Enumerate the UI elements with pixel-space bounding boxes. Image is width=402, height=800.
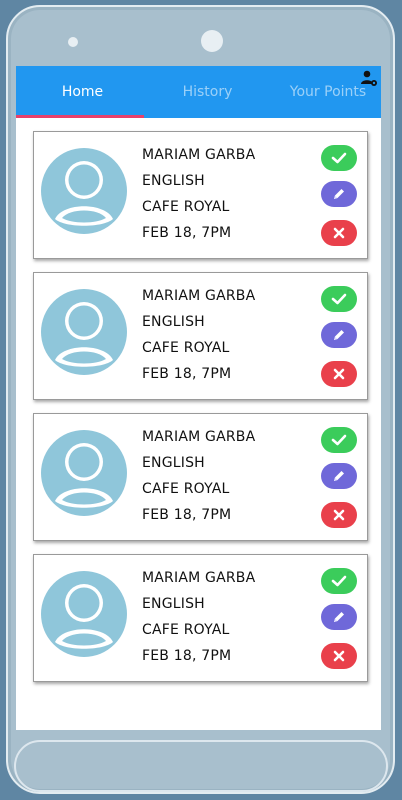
edit-button[interactable] [321, 181, 357, 207]
reject-button[interactable] [321, 502, 357, 528]
user-avatar-icon [41, 430, 127, 516]
subject: ENGLISH [142, 173, 205, 189]
accept-button[interactable] [321, 427, 357, 453]
close-icon [332, 649, 346, 663]
edit-button[interactable] [321, 463, 357, 489]
student-name: MARIAM GARBA [142, 570, 256, 586]
subject: ENGLISH [142, 455, 205, 471]
close-icon [332, 508, 346, 522]
close-icon [332, 226, 346, 240]
booking-card [33, 131, 368, 259]
booking-info [142, 570, 255, 674]
check-icon [331, 151, 347, 165]
user-avatar-icon [41, 148, 127, 234]
booking-card [33, 413, 368, 541]
date-time: FEB 18, 7PM [142, 507, 232, 523]
pencil-icon [332, 187, 346, 201]
student-name: MARIAM GARBA [142, 147, 256, 163]
date-time: FEB 18, 7PM [142, 366, 232, 382]
speaker-dot [201, 30, 223, 52]
booking-info [142, 429, 255, 533]
tab-bar [16, 66, 381, 118]
edit-button[interactable] [321, 322, 357, 348]
close-icon [332, 367, 346, 381]
home-button[interactable] [14, 740, 388, 792]
active-tab-indicator [16, 115, 144, 118]
reject-button[interactable] [321, 361, 357, 387]
camera-dot [68, 37, 78, 47]
pencil-icon [332, 469, 346, 483]
location: CAFE ROYAL [142, 622, 230, 638]
edit-button[interactable] [321, 604, 357, 630]
pencil-icon [332, 610, 346, 624]
location: CAFE ROYAL [142, 340, 230, 356]
accept-button[interactable] [321, 145, 357, 171]
date-time: FEB 18, 7PM [142, 225, 232, 241]
check-icon [331, 574, 347, 588]
location: CAFE ROYAL [142, 199, 230, 215]
app-screen [16, 66, 381, 730]
reject-button[interactable] [321, 220, 357, 246]
location: CAFE ROYAL [142, 481, 230, 497]
date-time: FEB 18, 7PM [142, 648, 232, 664]
booking-card [33, 272, 368, 400]
accept-button[interactable] [321, 286, 357, 312]
subject: ENGLISH [142, 596, 205, 612]
subject: ENGLISH [142, 314, 205, 330]
accept-button[interactable] [321, 568, 357, 594]
booking-info [142, 288, 255, 392]
check-icon [331, 433, 347, 447]
tab-history[interactable]: History [182, 84, 233, 100]
pencil-icon [332, 328, 346, 342]
booking-card [33, 554, 368, 682]
user-avatar-icon [41, 289, 127, 375]
booking-info [142, 147, 255, 251]
tab-your-points[interactable]: Your Points [289, 84, 367, 100]
user-settings-icon[interactable] [360, 69, 378, 87]
tab-home[interactable]: Home [61, 84, 104, 100]
user-avatar-icon [41, 571, 127, 657]
reject-button[interactable] [321, 643, 357, 669]
student-name: MARIAM GARBA [142, 288, 256, 304]
student-name: MARIAM GARBA [142, 429, 256, 445]
check-icon [331, 292, 347, 306]
